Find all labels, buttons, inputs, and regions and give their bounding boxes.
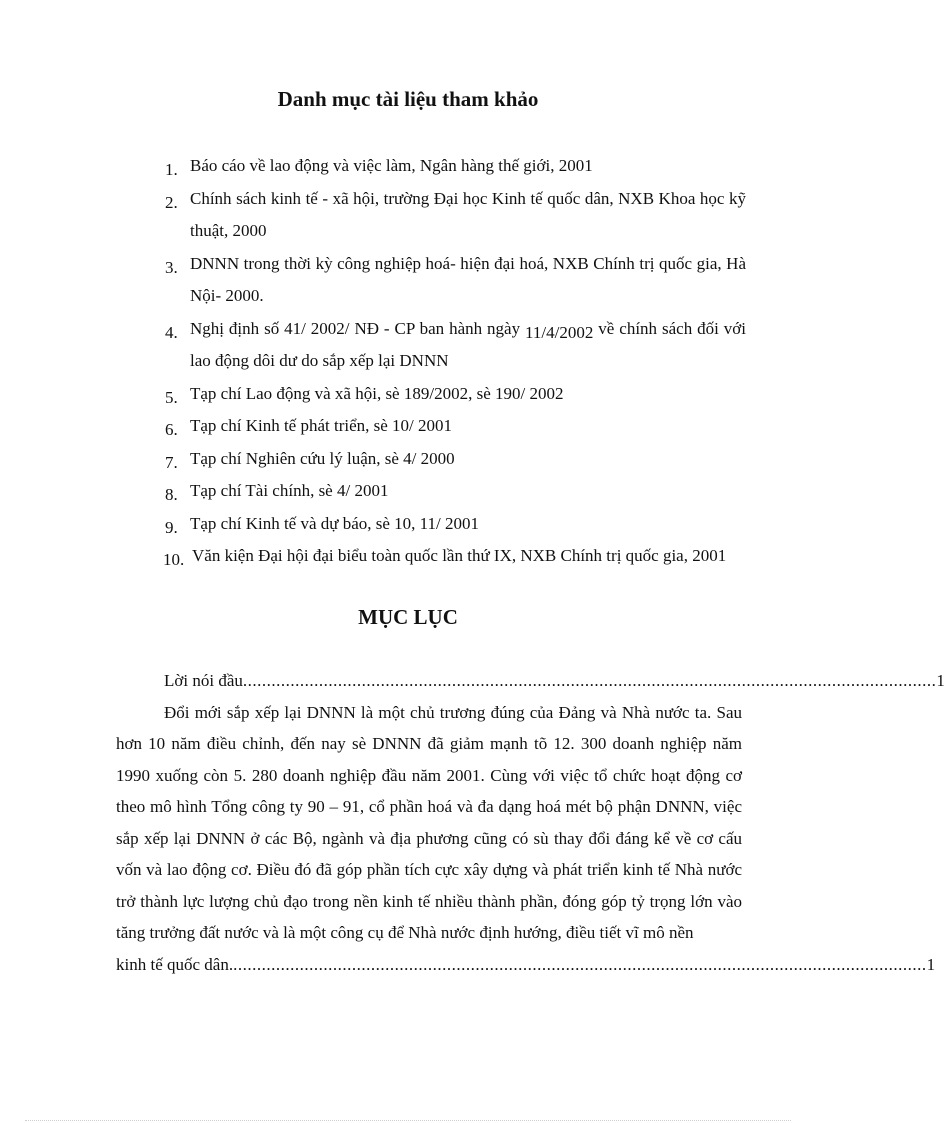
reference-number: 3. bbox=[165, 257, 178, 277]
reference-text-part: về chính sách đối với lao động dôi dư do sắp xếp lại DNNN bbox=[190, 318, 746, 370]
toc-entry bbox=[116, 949, 936, 981]
toc-page-number: 1 bbox=[936, 671, 945, 690]
table-of-contents bbox=[116, 665, 945, 980]
toc-entry bbox=[116, 665, 945, 697]
reference-item bbox=[0, 508, 816, 541]
page-bottom-border bbox=[25, 1120, 791, 1121]
reference-item bbox=[0, 150, 816, 183]
reference-number: 6. bbox=[165, 420, 178, 439]
reference-item bbox=[0, 443, 816, 476]
reference-item bbox=[0, 410, 816, 443]
toc-title: MỤC LỤC bbox=[358, 605, 458, 629]
reference-item bbox=[0, 540, 816, 573]
reference-number: 8. bbox=[165, 485, 178, 504]
reference-number: 9. bbox=[165, 517, 178, 537]
references-title: Danh mục tài liệu tham khảo bbox=[277, 87, 539, 111]
reference-text-part: Nghị định số 41/ 2002/ NĐ - CP ban hành ngày bbox=[190, 318, 526, 338]
reference-text: Văn kiện Đại hội đại biểu toàn quốc lần thứ IX, NXB Chính trị quốc gia, 2001 bbox=[192, 546, 727, 565]
reference-text: Báo cáo về lao động và việc làm, Ngân hàng thế giới, 2001 bbox=[190, 156, 593, 175]
reference-date: 11/4/2002 bbox=[525, 322, 594, 342]
toc-entry-label: kinh tế quốc dân. bbox=[116, 954, 234, 974]
reference-item bbox=[0, 183, 816, 248]
reference-number: 7. bbox=[165, 452, 178, 472]
reference-item bbox=[0, 313, 816, 378]
reference-item bbox=[0, 475, 816, 508]
references-list bbox=[0, 150, 816, 573]
reference-number: 4. bbox=[165, 322, 178, 342]
reference-text: Tạp chí Kinh tế phát triển, sè 10/ 2001 bbox=[190, 416, 453, 435]
toc-leader-dots: .................................................................................................................................................. bbox=[242, 671, 937, 690]
reference-text: Tạp chí Lao động và xã hội, sè 189/2002, sè 190/ 2002 bbox=[190, 383, 564, 403]
reference-text: Tạp chí Tài chính, sè 4/ 2001 bbox=[190, 481, 389, 500]
reference-item bbox=[0, 378, 816, 411]
reference-text: Tạp chí Kinh tế và dự báo, sè 10, 11/ 2001 bbox=[190, 513, 480, 533]
reference-number: 10. bbox=[163, 550, 185, 569]
toc-paragraph-text: Đổi mới sắp xếp lại DNNN là một chủ trương đúng của Đảng và Nhà nước ta. Sau hơn 10 năm điều chỉnh, đến nay sè DNNN đã giảm mạnh tõ 12. 300 doanh nghiệp năm 1990 xuống còn 5. 280 doanh nghiệp đầu năm 2001. Cùng với việc tổ chức hoạt động cơ theo mô hình Tổng công ty 90 – 91, cổ phần hoá và đa dạng hoá mét bộ phận DNNN, việc sắp xếp lại DNNN ở các Bộ, ngành và địa phương cũng có sù thay đổi đáng kể về cơ cấu vốn và lao động cơ. Điều đó đã góp phần tích cực xây dựng và phát triển kinh tế Nhà nước trở thành lực lượng chủ đạo trong nền kinh tế nhiều thành phần, đóng góp tỷ trọng lớn vào tăng trưởng đất nước và là một công cụ để Nhà nước định hướng, điều tiết vĩ mô nền bbox=[116, 702, 742, 942]
reference-number: 5. bbox=[165, 387, 178, 407]
reference-number: 1. bbox=[165, 160, 178, 179]
reference-text: Chính sách kinh tế - xã hội, trường Đại học Kinh tế quốc dân, NXB Khoa học kỹ thuật, 2000 bbox=[190, 188, 746, 240]
reference-text: DNNN trong thời kỳ công nghiệp hoá- hiện đại hoá, NXB Chính trị quốc gia, Hà Nội- 2000. bbox=[190, 253, 746, 305]
toc-paragraph bbox=[116, 697, 742, 949]
reference-number: 2. bbox=[165, 192, 178, 212]
toc-entry-label: Lời nói đầu bbox=[164, 671, 243, 690]
reference-item bbox=[0, 248, 816, 313]
toc-page-number: 1 bbox=[926, 954, 936, 974]
toc-leader-dots: .................................................................................................................................................. bbox=[233, 954, 927, 974]
reference-text: Tạp chí Nghiên cứu lý luận, sè 4/ 2000 bbox=[190, 448, 455, 468]
reference-text bbox=[190, 313, 746, 378]
